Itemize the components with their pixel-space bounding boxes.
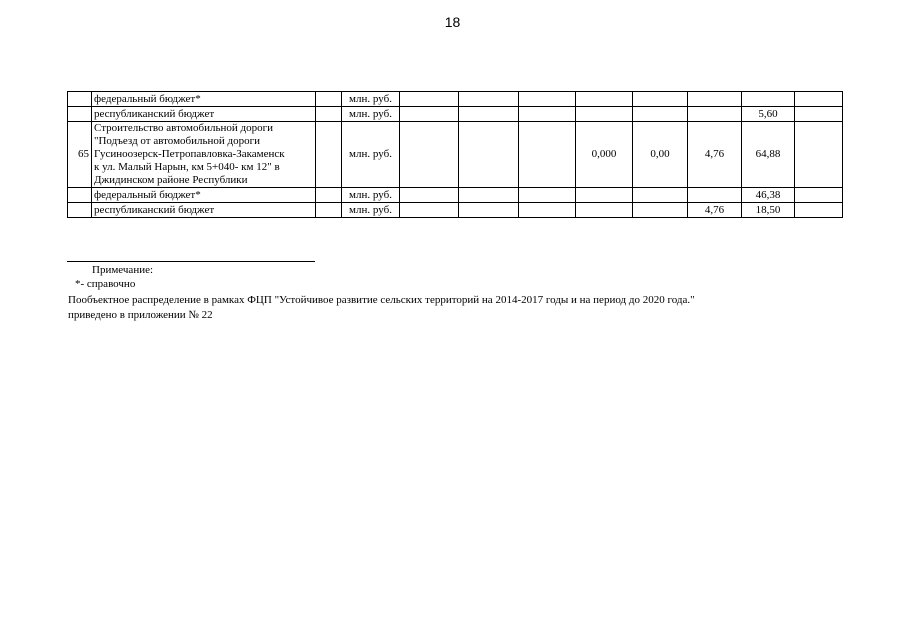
unit-cell: млн. руб. — [342, 188, 400, 203]
spacer-cell — [316, 122, 342, 188]
unit-cell: млн. руб. — [342, 107, 400, 122]
value-cell — [519, 188, 576, 203]
value-cell — [400, 92, 459, 107]
row-number: 65 — [68, 122, 92, 188]
description-line: к ул. Малый Нарын, км 5+040- км 12" в — [94, 161, 280, 173]
page-number: 18 — [444, 14, 461, 30]
value-cell — [459, 92, 519, 107]
value-cell — [633, 188, 688, 203]
value-cell — [795, 92, 843, 107]
row-number — [68, 188, 92, 203]
value-cell — [459, 188, 519, 203]
value-cell: 64,88 — [742, 122, 795, 188]
value-cell: 4,76 — [688, 203, 742, 218]
note-text-line: приведено в приложении № 22 — [68, 309, 213, 321]
value-cell — [400, 107, 459, 122]
table-row — [68, 107, 843, 122]
value-cell — [519, 203, 576, 218]
row-description — [92, 122, 316, 188]
row-description: федеральный бюджет* — [92, 92, 316, 107]
value-cell — [633, 107, 688, 122]
value-cell — [795, 122, 843, 188]
value-cell — [519, 122, 576, 188]
spacer-cell — [316, 92, 342, 107]
value-cell — [576, 107, 633, 122]
value-cell — [519, 107, 576, 122]
note-star-explanation: *- справочно — [75, 278, 136, 290]
value-cell: 18,50 — [742, 203, 795, 218]
table-row — [68, 188, 843, 203]
value-cell — [400, 122, 459, 188]
spacer-cell — [316, 107, 342, 122]
row-number — [68, 203, 92, 218]
value-cell: 0,000 — [576, 122, 633, 188]
row-description: республиканский бюджет — [92, 107, 316, 122]
budget-table — [67, 91, 843, 218]
description-line: Гусиноозерск-Петропавловка-Закаменск — [94, 148, 285, 160]
spacer-cell — [316, 188, 342, 203]
row-number — [68, 107, 92, 122]
value-cell — [576, 203, 633, 218]
value-cell — [795, 203, 843, 218]
description-line: "Подъезд от автомобильной дороги — [94, 135, 261, 147]
unit-cell: млн. руб. — [342, 122, 400, 188]
footnote-divider — [67, 261, 315, 262]
value-cell — [633, 92, 688, 107]
description-line: Строительство автомобильной дороги — [94, 122, 273, 134]
value-cell — [688, 92, 742, 107]
row-number — [68, 92, 92, 107]
unit-cell: млн. руб. — [342, 203, 400, 218]
value-cell — [576, 92, 633, 107]
row-description: федеральный бюджет* — [92, 188, 316, 203]
table-row — [68, 92, 843, 107]
spacer-cell — [316, 203, 342, 218]
value-cell — [459, 107, 519, 122]
table-row — [68, 203, 843, 218]
value-cell — [459, 122, 519, 188]
value-cell — [795, 188, 843, 203]
table-row — [68, 122, 843, 188]
note-text-line: Пообъектное распределение в рамках ФЦП "Устойчивое развитие сельских территорий на 2014-2017 годы и на период до 2020 года." — [68, 294, 695, 306]
value-cell — [400, 188, 459, 203]
unit-cell: млн. руб. — [342, 92, 400, 107]
value-cell — [633, 203, 688, 218]
value-cell — [688, 188, 742, 203]
value-cell: 0,00 — [633, 122, 688, 188]
value-cell — [400, 203, 459, 218]
value-cell: 4,76 — [688, 122, 742, 188]
value-cell — [519, 92, 576, 107]
description-line: Джидинском районе Республики — [94, 174, 248, 186]
note-title: Примечание: — [92, 264, 154, 276]
value-cell — [742, 92, 795, 107]
row-description: республиканский бюджет — [92, 203, 316, 218]
value-cell — [688, 107, 742, 122]
value-cell — [576, 188, 633, 203]
value-cell: 46,38 — [742, 188, 795, 203]
value-cell — [795, 107, 843, 122]
value-cell — [459, 203, 519, 218]
value-cell: 5,60 — [742, 107, 795, 122]
